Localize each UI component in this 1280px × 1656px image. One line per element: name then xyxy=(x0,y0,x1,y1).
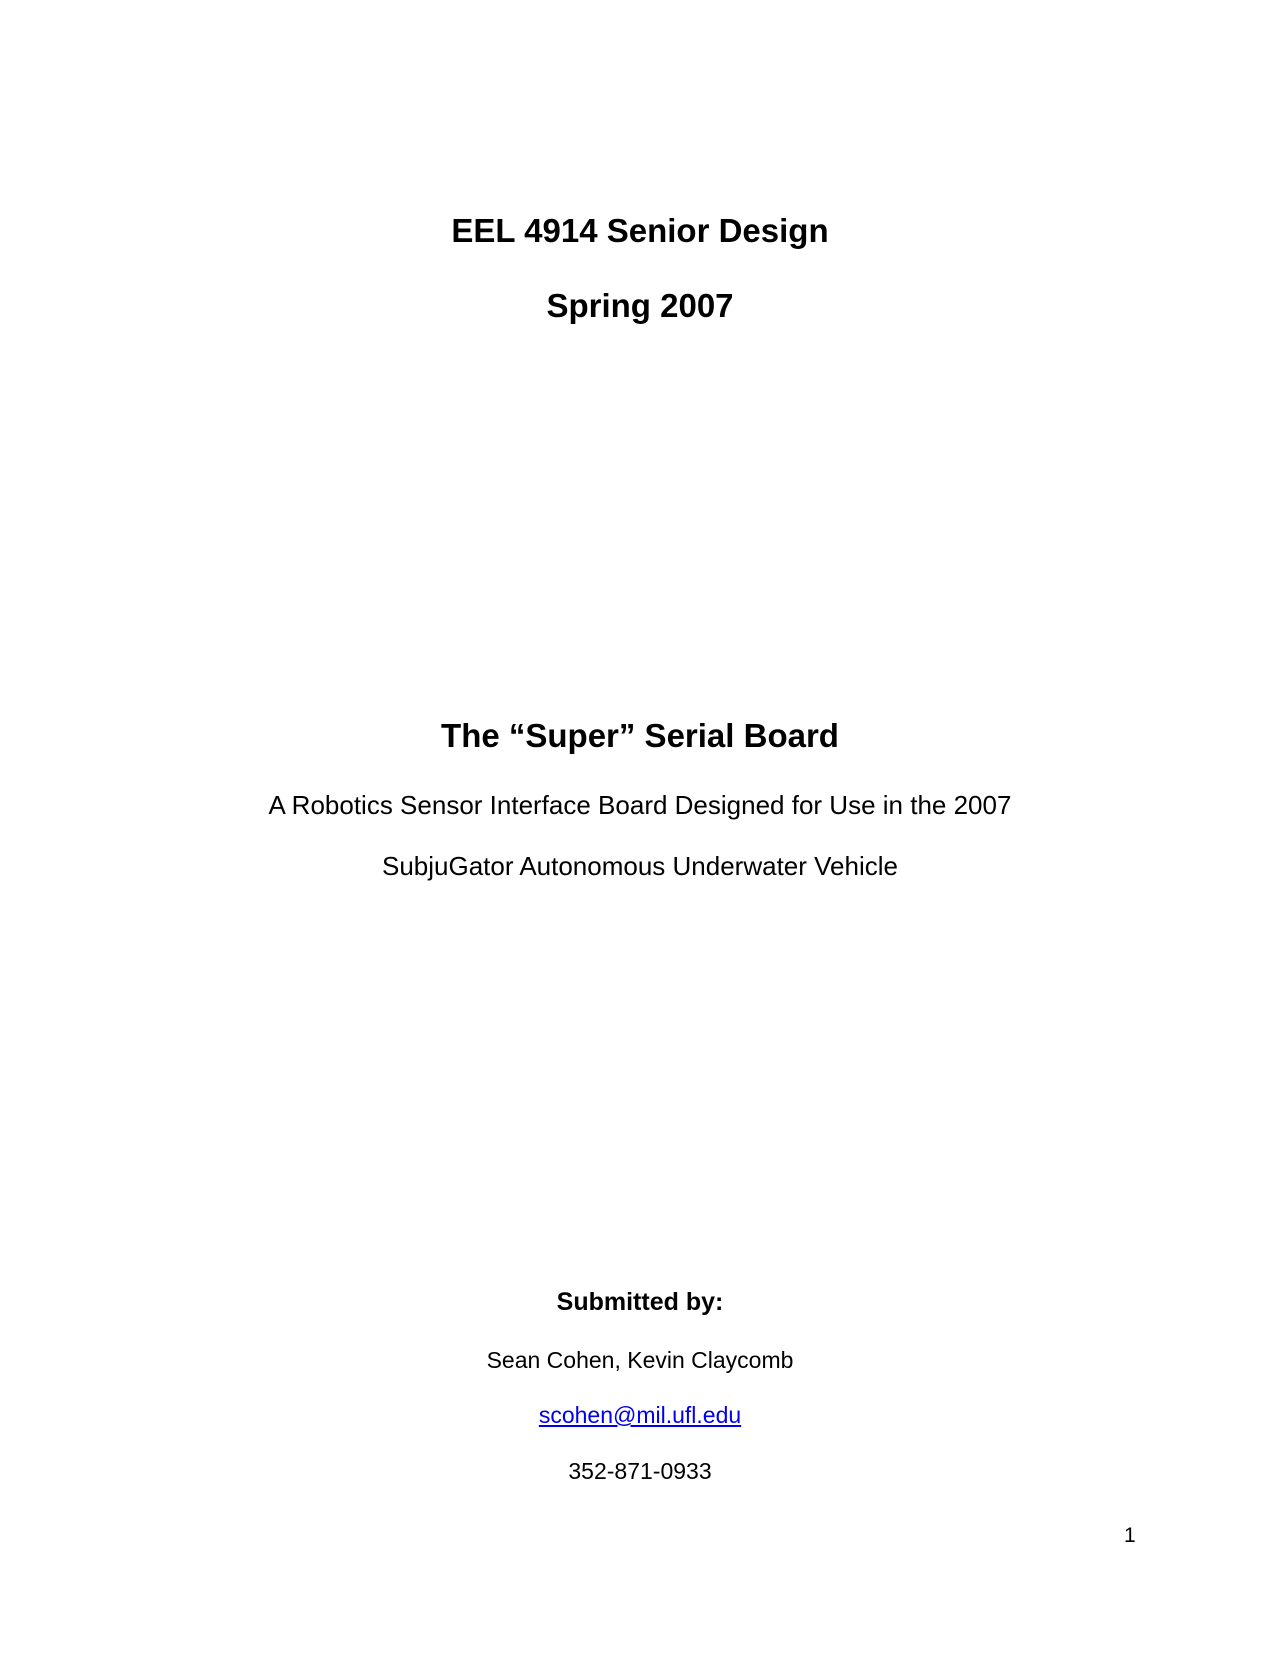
subtitle-line-2: SubjuGator Autonomous Underwater Vehicle xyxy=(382,851,898,881)
subtitle-line-1: A Robotics Sensor Interface Board Designed for Use in the 2007 xyxy=(268,790,1012,820)
email-link[interactable]: scohen@mil.ufl.edu xyxy=(538,1402,742,1428)
phone-number: 352-871-0933 xyxy=(568,1458,712,1484)
authors: Sean Cohen, Kevin Claycomb xyxy=(486,1347,794,1373)
document-title: The “Super” Serial Board xyxy=(441,717,839,754)
email-line xyxy=(0,1404,1280,1427)
term-label: Spring 2007 xyxy=(546,287,734,324)
submitted-by-label: Submitted by: xyxy=(556,1288,724,1316)
course-title: EEL 4914 Senior Design xyxy=(451,212,829,249)
page-number: 1 xyxy=(1124,1524,1136,1547)
